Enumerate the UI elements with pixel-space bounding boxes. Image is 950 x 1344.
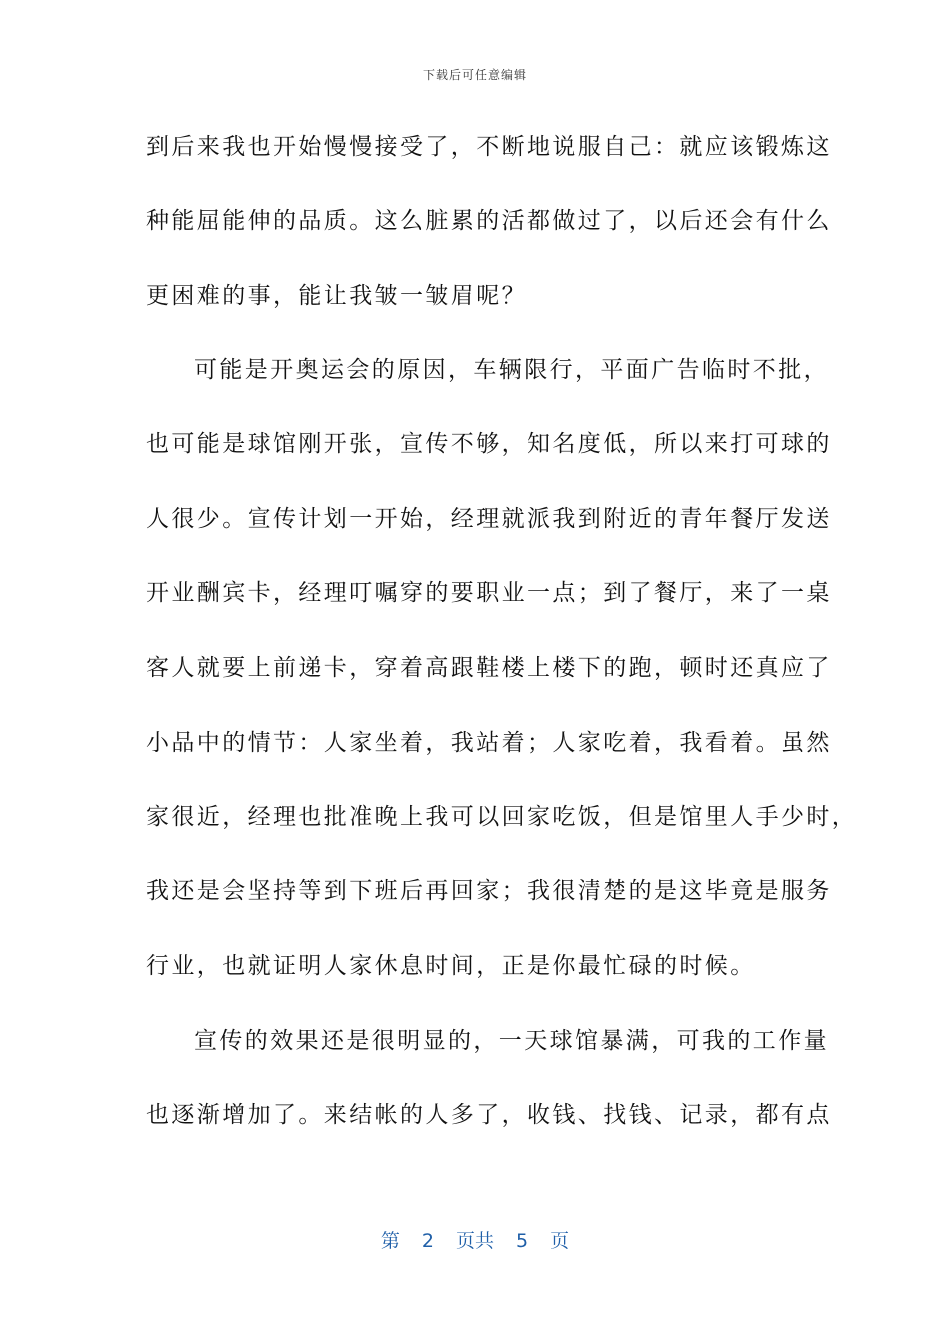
text-line: 更困难的事，能让我皱一皱眉呢？ [146, 283, 527, 309]
total-page-number: 5 [516, 1230, 529, 1252]
page-header: 下载后可任意编辑 [422, 68, 527, 82]
text-line: 我还是会坚持等到下班后再回家；我很清楚的是这毕竟是服务 [146, 878, 832, 904]
text-line: 到后来我也开始慢慢接受了，不断地说服自己：就应该锻炼这 [146, 134, 832, 160]
footer-of-label: 页共 [455, 1230, 494, 1252]
paragraph-first-line: 可能是开奥运会的原因，车辆限行，平面广告临时不批， [194, 357, 829, 383]
text-line: 开业酬宾卡，经理叮嘱穿的要职业一点；到了餐厅，来了一桌 [146, 580, 832, 606]
text-line: 客人就要上前递卡，穿着高跟鞋楼上楼下的跑，顿时还真应了 [146, 655, 832, 681]
text-line: 种能屈能伸的品质。这么脏累的活都做过了，以后还会有什么 [146, 208, 832, 234]
text-line: 也可能是球馆刚开张，宣传不够，知名度低，所以来打可球的 [146, 431, 832, 457]
page-footer [0, 1226, 950, 1253]
text-line: 小品中的情节：人家坐着，我站着；人家吃着，我看着。虽然 [146, 730, 832, 756]
text-line: 家很近，经理也批准晚上我可以回家吃饭，但是馆里人手少时， [146, 804, 858, 830]
text-line: 也逐渐增加了。来结帐的人多了，收钱、找钱、记录，都有点 [146, 1102, 832, 1128]
text-line: 人很少。宣传计划一开始，经理就派我到附近的青年餐厅发送 [146, 506, 832, 532]
current-page-number: 2 [421, 1230, 434, 1252]
paragraph-first-line: 宣传的效果还是很明显的，一天球馆暴满，可我的工作量 [194, 1028, 829, 1054]
footer-page-label: 第 [380, 1230, 400, 1252]
footer-end-label: 页 [550, 1230, 570, 1252]
text-line: 行业，也就证明人家休息时间，正是你最忙碌的时候。 [146, 953, 756, 979]
